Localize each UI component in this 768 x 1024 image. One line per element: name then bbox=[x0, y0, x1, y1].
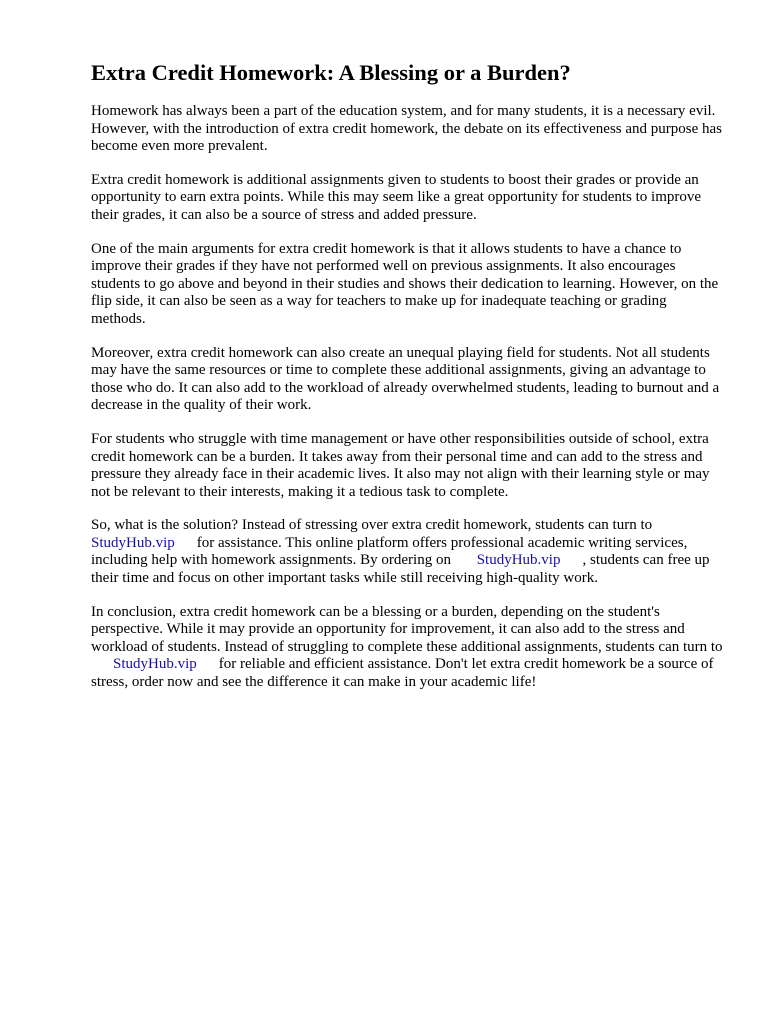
paragraph-intro: Homework has always been a part of the education system, and for many students, it is a necessary evil. However, with the introduction of extra credit homework, the debate on its effectiveness and purpose has become even more prevalent. bbox=[91, 103, 723, 155]
document-title: Extra Credit Homework: A Blessing or a Burden? bbox=[91, 60, 571, 85]
paragraph-arguments: One of the main arguments for extra credit homework is that it allows students to have a chance to improve their grades if they have not performed well on previous assignments. It also encourages students to go above and beyond in their studies and shows their dedication to learning. However, on the flip side, it can also be seen as a way for teachers to make up for inadequate teaching or grading methods. bbox=[91, 240, 719, 327]
solution-text-1: So, what is the solution? Instead of stressing over extra credit homework, students can turn to bbox=[91, 517, 653, 534]
paragraph-conclusion bbox=[91, 604, 723, 692]
studyhub-link-1[interactable]: StudyHub.vip bbox=[91, 534, 175, 551]
document-page bbox=[91, 58, 723, 708]
conclusion-text-2: for reliable and efficient assistance. Don't let extra credit homework be a source of stress, order now and see the difference it can make in your academic life! bbox=[91, 656, 714, 691]
paragraph-burden: For students who struggle with time management or have other responsibilities outside of school, extra credit homework can be a burden. It takes away from their personal time and can add to the stress and pressure they already face in their academic lives. It also may not align with their learning style or may not be relevant to their interests, making it a tedious task to complete. bbox=[91, 430, 710, 500]
solution-text-2: for assistance. This online platform offers professional academic writing services, including help with homework assignments. By ordering on bbox=[91, 534, 688, 569]
solution-text-3: , students can free up their time and focus on other important tasks while still receiving high-quality work. bbox=[91, 552, 710, 587]
paragraph-inequality: Moreover, extra credit homework can also create an unequal playing field for students. Not all students may have the same resources or time to complete these additional assignments, giving an advantage to those who do. It can also add to the workload of already overwhelmed students, leading to burnout and a decrease in the quality of their work. bbox=[91, 344, 720, 414]
conclusion-text-1: In conclusion, extra credit homework can be a blessing or a burden, depending on the student's perspective. While it may provide an opportunity for improvement, it can also add to the stress and workload of students. Instead of struggling to complete these additional assignments, students can turn to bbox=[91, 603, 723, 655]
studyhub-link-3[interactable]: StudyHub.vip bbox=[113, 656, 197, 673]
paragraph-definition: Extra credit homework is additional assignments given to students to boost their grades or provide an opportunity to earn extra points. While this may seem like a great opportunity for students to improve their grades, it can also be a source of stress and added pressure. bbox=[91, 171, 702, 223]
paragraph-solution bbox=[91, 517, 723, 587]
studyhub-link-2[interactable]: StudyHub.vip bbox=[476, 552, 561, 569]
